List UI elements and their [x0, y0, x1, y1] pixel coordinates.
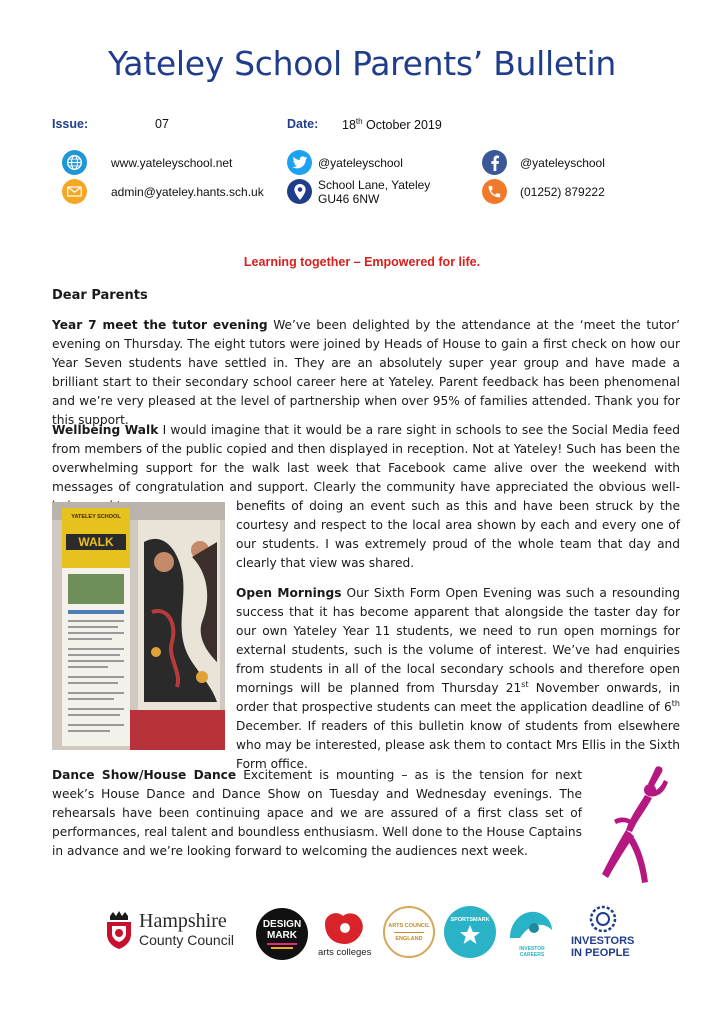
section-wellbeing-heading: Wellbeing Walk [52, 423, 159, 437]
globe-icon [62, 150, 87, 175]
date-label: Date: [287, 117, 319, 131]
arts-colleges-icon [321, 910, 369, 946]
section-wellbeing-continued: benefits of doing an event such as this and have been struck by the courtesy and respect to the local area shown by each and every one of our students. I was extremely proud of the whole team that day and clearly that view was shared. [236, 499, 680, 570]
facebook-icon [482, 150, 507, 175]
hampshire-logo-line2: County Council [139, 932, 234, 948]
salutation: Dear Parents [52, 288, 148, 303]
email-icon [62, 179, 87, 204]
hampshire-crest-icon [104, 910, 134, 950]
section-wellbeing: Wellbeing Walk I would imagine that it would be a rare sight in schools to see the Social Media feed from members of the public copied and then displayed in reception. Not at Yateley! Such has been the overwhelming support for the walk last week that Facebook came alive over the weekend with messages of congratulation and support. Clearly the community have appreciated the obvious well- [52, 423, 680, 494]
poster-banner-title: WALK [78, 535, 114, 549]
twitter-handle[interactable]: @yateleyschool [318, 156, 403, 170]
wellbeing-walk-photo [52, 502, 225, 750]
phone-number[interactable]: (01252) 879222 [520, 185, 605, 199]
bulletin-title: Yateley School Parents’ Bulletin [107, 44, 617, 83]
issue-value: 07 [155, 117, 169, 131]
website-link[interactable]: www.yateleyschool.net [111, 156, 233, 170]
date-value: 18th October 2019 [342, 117, 442, 133]
school-tagline: Learning together – Empowered for life. [243, 255, 481, 269]
section-open-mornings-heading: Open Mornings [236, 586, 342, 600]
location-pin-icon [287, 179, 312, 204]
phone-icon [482, 179, 507, 204]
email-link[interactable]: admin@yateley.hants.sch.uk [111, 185, 264, 199]
section-open-mornings: Open Mornings Our Sixth Form Open Evening was such a resounding success that it has become apparent that alongside the taster day for our own Yateley Year 11 students, we need to run open mornings for external students, such is the volume of interest. We’ve had enquiries from students in all of the local secondary schools and therefore open mornings will be planned from Thursday 21st November onwards, in order that prospective students can meet the application deadline of 6th December. If readers of this bulletin know of students from elsewhere who may be interested, please ask them to contact Mrs Ellis in the Sixth Form office. [236, 586, 681, 771]
sportsmark-logo: SPORTSMARK [444, 906, 496, 958]
investor-careers-icon [506, 908, 556, 944]
investors-in-people-wreath-icon [586, 904, 620, 934]
twitter-icon [287, 150, 312, 175]
section-dance: Dance Show/House Dance Excitement is mounting – as is the tension for next week’s House Dance and Dance Show on Tuesday and Wednesday evenings. The rehearsals have been continuing apace and we are assured of a first class set of performances, real talent and boundless enthusiasm. Well done to the House Captains in advance and we’re looking forward to welcoming the audiences next week. [52, 768, 582, 858]
section-year7: Year 7 meet the tutor evening We’ve been delighted by the attendance at the ‘meet the tutor’ evening on Thursday. The eight tutors were joined by Heads of House to gain a first check on how our Year Seven students have settled in. They are an absolutely super year group and have made a brilliant start to their secondary school career here at Yateley. Parent feedback has been phenomenal and we’re very pleased at the level of partnership when over 95% of families attended. Thank you for this support. [52, 318, 680, 427]
designmark-logo: DESIGN MARK [256, 908, 308, 960]
facebook-handle[interactable]: @yateleyschool [520, 156, 605, 170]
section-dance-heading: Dance Show/House Dance [52, 768, 237, 782]
address: School Lane, Yateley GU46 6NW [318, 178, 431, 206]
arts-colleges-label: arts colleges [318, 947, 372, 958]
dancer-silhouette-icon [590, 762, 672, 887]
investors-in-people-logo: INVESTORS IN PEOPLE [571, 935, 635, 959]
star-icon [458, 923, 482, 947]
hampshire-logo-line1: Hampshire [139, 910, 227, 932]
section-year7-heading: Year 7 meet the tutor evening [52, 318, 268, 332]
investor-careers-label: INVESTOR CAREERS [519, 946, 545, 958]
poster-banner-school: YATELEY SCHOOL [71, 514, 121, 520]
issue-label: Issue: [52, 117, 89, 131]
arts-council-logo: ARTS COUNCIL ENGLAND [383, 906, 435, 958]
